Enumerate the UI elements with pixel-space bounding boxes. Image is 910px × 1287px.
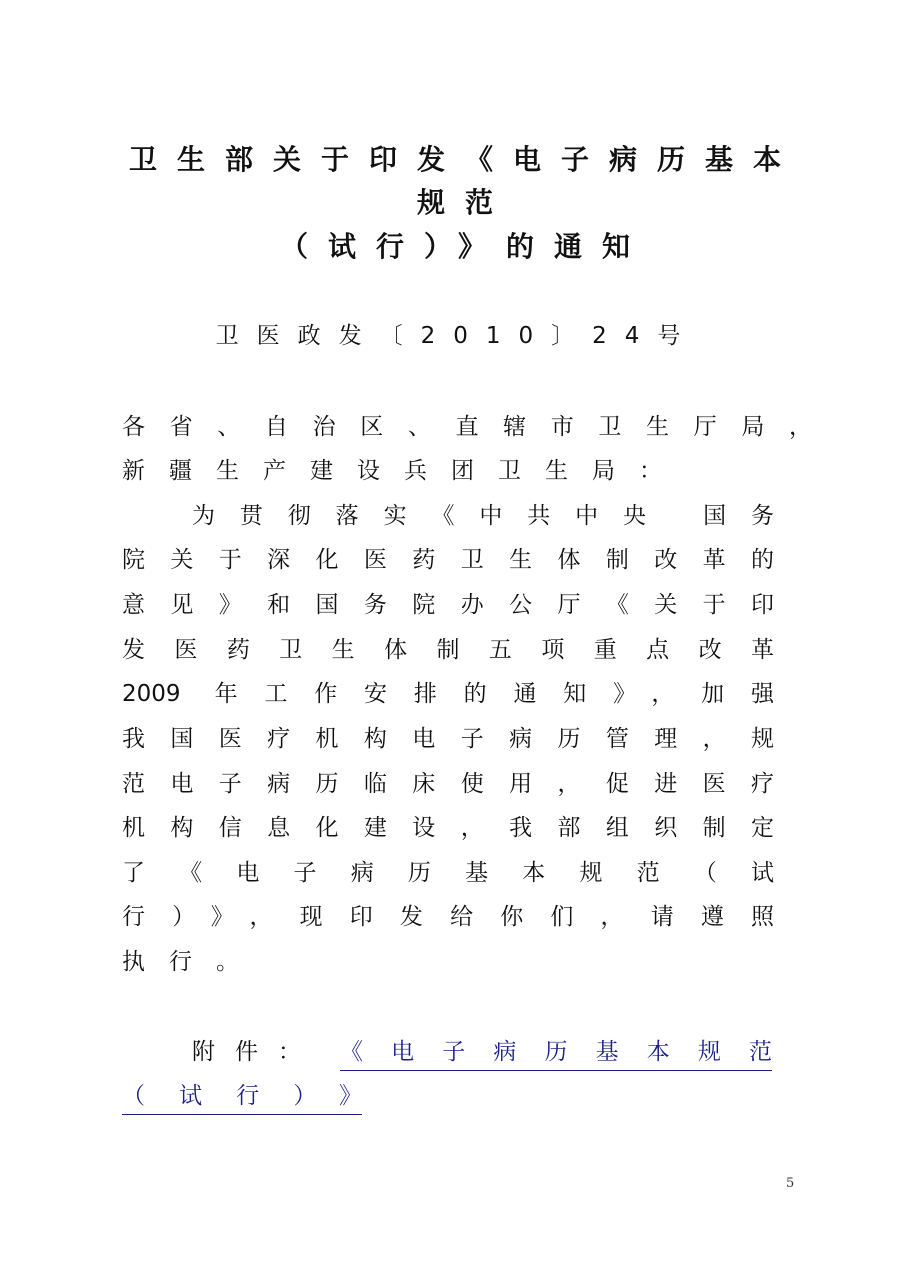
document-title-line-3: （试行）》的通知 <box>279 230 650 263</box>
attachment-link-continued[interactable]: （试行）》 <box>122 1078 362 1115</box>
attachment-label: 附件： <box>192 1039 321 1065</box>
page-number: 5 <box>786 1176 795 1191</box>
body-line: 意见》和国务院办公厅《关于印 <box>122 592 774 618</box>
body-line: 发医药卫生体制五项重点改革 <box>122 637 774 663</box>
body-line: 我国医疗机构电子病历管理，规 <box>122 726 774 752</box>
salutation-line-1: 各省、自治区、直辖市卫生厅局， <box>122 414 812 440</box>
document-title-line-2: 规范 <box>416 186 513 219</box>
body-line: 范电子病历临床使用，促进医疗 <box>122 771 774 797</box>
body-line: 了《电子病历基本规范（试 <box>122 860 774 886</box>
document-number: 卫医政发〔2010〕24号 <box>215 323 699 349</box>
body-line: 为贯彻落实《中共中央 国务 <box>192 503 774 529</box>
body-line: 执行。 <box>122 949 263 975</box>
attachment-link[interactable]: 《电子病历基本规范 <box>340 1034 772 1071</box>
salutation-line-2: 新疆生产建设兵团卫生局： <box>122 458 686 484</box>
body-line: 行）》，现印发给你们，请遵照 <box>122 904 774 930</box>
body-line: 机构信息化建设，我部组织制定 <box>122 815 774 841</box>
body-line: 院关于深化医药卫生体制改革的 <box>122 547 774 573</box>
document-title-line-1: 卫生部关于印发《电子病历基本 <box>128 143 801 176</box>
body-line: 2009 年工作安排的通知》，加强 <box>122 681 774 707</box>
